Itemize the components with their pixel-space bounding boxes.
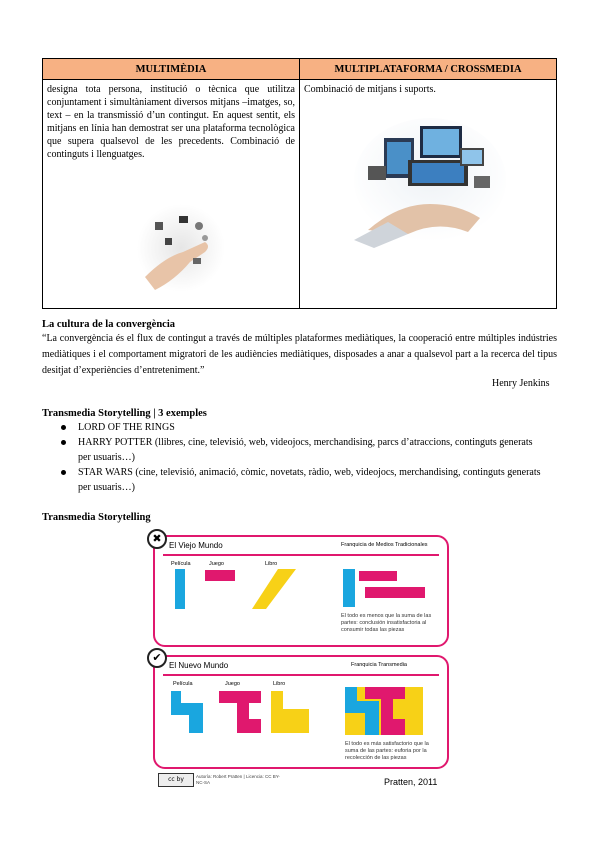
bullet-icon [61,440,66,445]
old-combined-film [343,569,355,607]
comparison-table [42,58,557,309]
new-combined-piece [345,687,425,737]
multimedia-text: designa tota persona, institució o tècnica que utilitza conjuntament i simultàniament diversos mitjans –imatges, so, text – en la transmissió d’un contingut. En aquest sentit, els mitjans en línia han demostrat ser una plataforma tecnològica que supera qualsevol de les precedents. Combinació de continguts i llenguatges. [47,84,295,160]
header-multimedia: MULTIMÈDIA [43,59,300,80]
multimedia-illustration [135,202,227,294]
bullet-icon [61,470,66,475]
examples-heading: Transmedia Storytelling | 3 exemples [42,408,207,419]
new-world-panel [153,655,449,769]
new-book-piece [271,691,311,735]
header-crossmedia: MULTIPLATAFORMA / CROSSMEDIA [300,59,557,80]
old-world-subtitle: Franquicia de Medios Tradicionales [341,542,428,548]
old-label-game: Juego [209,561,224,567]
check-icon: ✔ [147,648,167,668]
cc-license-icon: cc by [158,773,194,787]
license-text: Autoría: Robert Pratten | Licencia: CC BY-NC-SA [196,774,280,785]
old-film-piece [175,569,185,609]
old-combined-game-2 [365,587,425,598]
examples-list [42,420,547,495]
new-world-title: El Nuevo Mundo [169,661,229,670]
crossmedia-text: Combinació de mitjans i suports. [304,84,436,95]
list-item: HARRY POTTER (llibres, cine, televisió, web, videojocs, merchandising, parcs d’atraccions, continguts generats per usuaris…) [42,435,547,465]
new-world-subtitle: Franquicia Transmedia [351,662,407,668]
old-game-piece [205,570,235,581]
old-book-piece [250,567,300,613]
new-label-book: Libro [273,681,286,687]
new-game-piece [219,691,263,735]
cell-multimedia [43,80,300,309]
crossmedia-illustration [348,118,508,252]
new-world-divider [163,674,439,676]
quote-author: Henry Jenkins [492,378,550,389]
convergence-quote: “La convergència és el flux de contingut a través de múltiples plataformes mediàtiques, la cooperació entre múltiples indústries mediàtiques i el comportament migratori de les audiències mediàtiques, disposades a anar a qualsevol part a la recerca del tipus desitjat d’experiències d’entreteniment.” [42,333,557,376]
new-world-caption: El todo es más satisfactorio que la suma de las partes: euforia por la recolección de las piezas [345,741,429,761]
diagram-credit: Pratten, 2011 [384,777,438,787]
new-label-game: Juego [225,681,240,687]
list-item: LORD OF THE RINGS [42,420,547,435]
bullet-icon [61,425,66,430]
list-item: STAR WARS (cine, televisió, animació, còmic, novetats, ràdio, web, videojocs, merchandising, continguts generats per usuaris…) [42,465,547,495]
convergence-heading: La cultura de la convergència [42,319,175,330]
old-combined-game [359,571,397,581]
close-icon: ✖ [147,529,167,549]
new-film-piece [171,691,205,735]
old-world-panel [153,535,449,647]
old-label-film: Película [171,561,191,567]
new-label-film: Película [173,681,193,687]
old-world-caption: El todo es menos que la suma de las partes: conclusión insatisfactoria al consumir todas las piezas [341,613,432,633]
cell-crossmedia [300,80,557,309]
old-world-divider [163,554,439,556]
old-label-book: Libro [265,561,278,567]
old-world-title: El Viejo Mundo [169,541,223,550]
diagram-heading: Transmedia Storytelling [42,512,151,523]
